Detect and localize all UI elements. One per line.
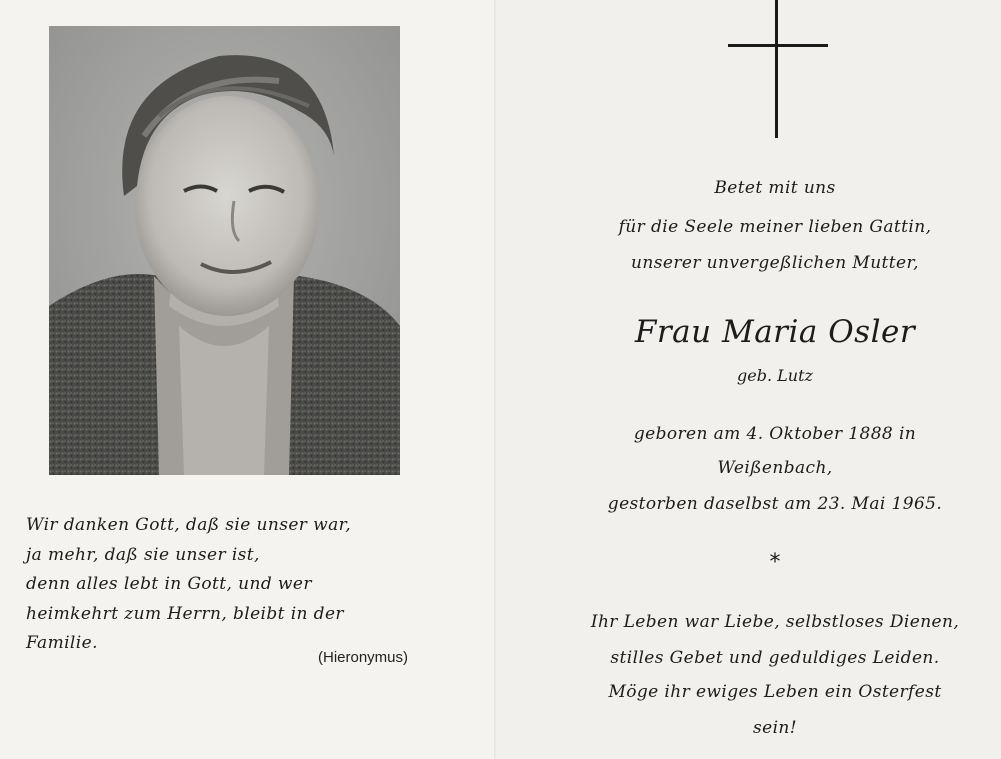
quote-text (26, 511, 446, 659)
cross-vertical (775, 0, 778, 138)
quote-line: Wir danken Gott, daß sie unser war, (26, 515, 352, 535)
birth-line: geboren am 4. Oktober 1888 in (633, 424, 917, 444)
closing-line-2: stilles Gebet und geduldiges Leiden. (610, 648, 940, 668)
closing-line-4: sein! (752, 718, 797, 738)
portrait-photo (49, 26, 400, 475)
quote-line: denn alles lebt in Gott, und wer (26, 574, 312, 594)
cross-horizontal (728, 44, 828, 47)
card-fold (494, 0, 496, 759)
deceased-name: Frau Maria Osler (634, 314, 916, 350)
quote-attribution: (Hieronymus) (318, 649, 409, 666)
separator-asterisk: * (769, 550, 781, 575)
prayer-line-1: Betet mit uns (714, 178, 836, 198)
portrait-icon (49, 26, 400, 475)
closing-line-1: Ihr Leben war Liebe, selbstloses Dienen, (590, 612, 960, 632)
prayer-line-2: für die Seele meiner lieben Gattin, (618, 217, 932, 237)
death-line: gestorben daselbst am 23. Mai 1965. (607, 494, 943, 514)
prayer-line-3: unserer unvergeßlichen Mutter, (631, 253, 919, 273)
quote-line: Familie. (26, 633, 98, 653)
quote-line: ja mehr, daß sie unser ist, (26, 544, 260, 565)
birth-place: Weißenbach, (717, 458, 833, 478)
quote-line: heimkehrt zum Herrn, bleibt in der (26, 603, 344, 624)
maiden-name: geb. Lutz (737, 366, 813, 385)
closing-line-3: Möge ihr ewiges Leben ein Osterfest (608, 682, 942, 702)
